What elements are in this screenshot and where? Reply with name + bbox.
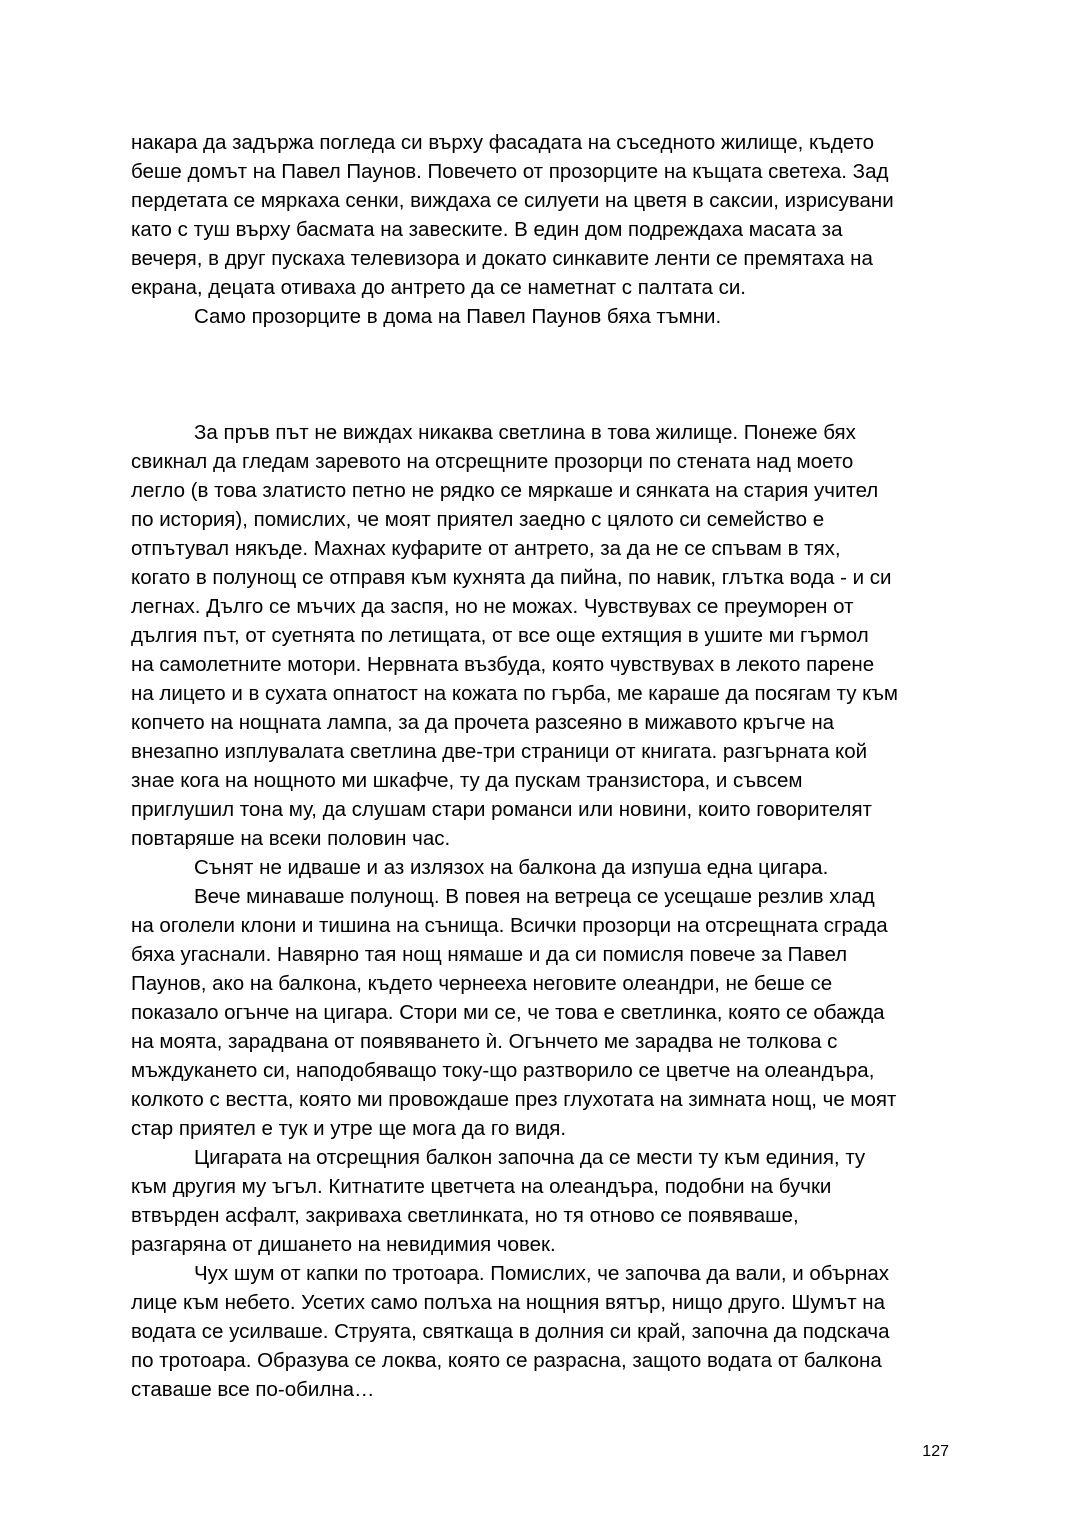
paragraph-2-5 [131, 1259, 953, 1404]
text-line: дългия път, от суетнята по летищата, от все още ехтящия в ушите ми гърмол [131, 624, 869, 647]
text-line: стар приятел е тук и утре ще мога да го видя. [131, 1117, 567, 1140]
text-line: лице към небето. Усетих само полъха на нощния вятър, нищо друго. Шумът на [131, 1291, 886, 1314]
paragraph-1-2 [131, 302, 953, 331]
text-line: когато в полунощ се отправя към кухнята да пийна, по навик, глътка вода - и си [131, 566, 892, 589]
text-line: на моята, зарадвана от появяването ѝ. Огънчето ме зарадва не толкова с [131, 1030, 838, 1053]
text-line: разгаряна от дишането на невидимия човек. [131, 1233, 556, 1256]
page-number: 127 [922, 1443, 949, 1460]
text-line: приглушил тона му, да слушам стари романси или новини, които говорителят [131, 798, 872, 821]
section-1 [131, 128, 953, 331]
text-line: Цигарата на отсрещния балкон започна да се мести ту към единия, ту [194, 1146, 866, 1169]
text-line: легло (в това златисто петно не рядко се мяркаше и сянката на стария учител [131, 479, 879, 502]
text-line: по история), помислих, че моят приятел заедно с цялото си семейство е [131, 508, 825, 531]
text-line: свикнал да гледам заревото на отсрещните прозорци по стената над моето [131, 450, 854, 473]
paragraph-2-3 [131, 882, 953, 1143]
text-line: вечеря, в друг пускаха телевизора и докато синкавите ленти се премятаха на [131, 247, 873, 270]
text-line: на самолетните мотори. Нервната възбуда, която чувствувах в лекото парене [131, 653, 875, 676]
text-line: Сънят не идваше и аз излязох на балкона да изпуша една цигара. [194, 856, 829, 879]
text-line: по тротоара. Образува се локва, която се разрасна, защото водата от балкона [131, 1349, 882, 1372]
text-line: водата се усилваше. Струята, святкаща в долния си край, започна да подскача [131, 1320, 890, 1343]
text-line: Вече минаваше полунощ. В повея на ветреца се усещаше резлив хлад [194, 885, 875, 908]
text-line: екрана, децата отиваха до антрето да се наметнат с палтата си. [131, 276, 746, 299]
text-line: Само прозорците в дома на Павел Паунов бяха тъмни. [194, 305, 722, 328]
text-line: на оголели клони и тишина на сънища. Всички прозорци на отсрещната сграда [131, 914, 888, 937]
text-line: За пръв път не виждах никаква светлина в това жилище. Понеже бях [194, 421, 856, 444]
paragraph-2-2 [131, 853, 953, 882]
text-line: накара да задържа погледа си върху фасадата на съседното жилище, където [131, 131, 875, 154]
text-line: като с туш върху басмата на завеските. В един дом подреждаха масата за [131, 218, 843, 241]
section-2 [131, 418, 953, 1404]
text-line: бяха угаснали. Навярно тая нощ нямаше и да си помисля повече за Павел [131, 943, 848, 966]
paragraph-2-1 [131, 418, 953, 853]
text-line: копчето на нощната лампа, за да прочета разсеяно в мижавото кръгче на [131, 711, 835, 734]
text-line: пердетата се мяркаха сенки, виждаха се силуети на цветя в саксии, изрисувани [131, 189, 894, 212]
text-line: на лицето и в сухата опнатост на кожата по гърба, ме караше да посягам ту към [131, 682, 899, 705]
text-line: внезапно изплувалата светлина две-три страници от книгата. разгърната кой [131, 740, 868, 763]
text-line: втвърден асфалт, закриваха светлинката, но тя отново се появяваше, [131, 1204, 799, 1227]
text-line: знае кога на нощното ми шкафче, ту да пускам транзистора, и съвсем [131, 769, 803, 792]
text-line: беше домът на Павел Паунов. Повечето от прозорците на къщата светеха. Зад [131, 160, 889, 183]
text-line: легнах. Дълго се мъчих да заспя, но не можах. Чувствувах се преуморен от [131, 595, 854, 618]
text-line: повтаряше на всеки половин час. [131, 827, 451, 850]
text-line: Чух шум от капки по тротоара. Помислих, че започва да вали, и обърнах [194, 1262, 890, 1285]
text-line: мъждукането си, наподобяващо току-що разтворило се цветче на олеандъра, [131, 1059, 875, 1082]
text-line: отпътувал някъде. Махнах куфарите от антрето, за да не се спъвам в тях, [131, 537, 841, 560]
text-line: показало огънче на цигара. Стори ми се, че това е светлинка, която се обажда [131, 1001, 885, 1024]
paragraph-2-4 [131, 1143, 953, 1259]
paragraph-1-1 [131, 128, 953, 302]
document-page [131, 128, 953, 1404]
text-line: колкото с вестта, която ми провождаше през глухотата на зимната нощ, че моят [131, 1088, 897, 1111]
text-line: Паунов, ако на балкона, където чернееха неговите олеандри, не беше се [131, 972, 833, 995]
text-line: към другия му ъгъл. Китнатите цветчета на олеандъра, подобни на бучки [131, 1175, 832, 1198]
section-break [131, 331, 953, 418]
text-line: ставаше все по-обилна… [131, 1378, 375, 1401]
